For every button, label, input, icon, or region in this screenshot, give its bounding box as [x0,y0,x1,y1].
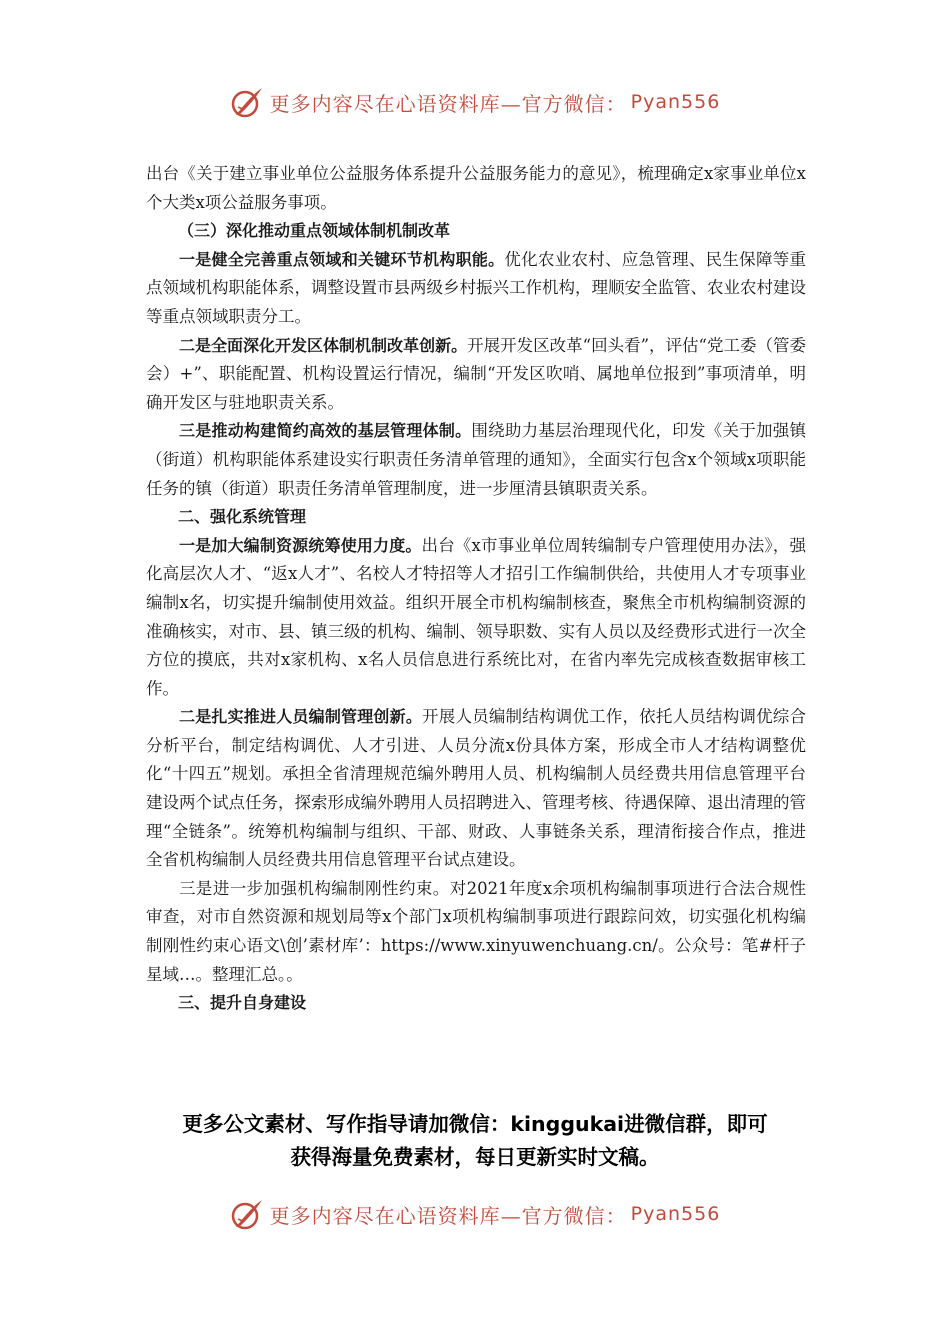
promo-line: 更多公文素材、写作指导请加微信：kinggukai进微信群，即可 [182,1112,768,1136]
paragraph-lead: 二是全面深化开发区体制机制改革创新。 [179,335,468,355]
paragraph [146,332,806,418]
header-wechat-id: Pyan556 [630,91,721,113]
paragraph-lead: 一是加大编制资源统筹使用力度。 [179,535,422,555]
section-heading: 二、强化系统管理 [178,507,307,527]
footer-banner [0,1194,950,1234]
paragraph-text: 开展人员编制结构调优工作，依托人员结构调优综合分析平台，制定结构调优、人才引进、人员分流x份具体方案，形成全市人才结构调整优化“十四五”规划。承担全省清理规范编外聘用人员、机构编制人员经费共用信息管理平台建设两个试点任务，探索形成编外聘用人员招聘进入、管理考核、待遇保障、退出清理的管理“全链条”。统筹机构编制与组织、干部、财政、人事链条关系，理清衔接合作点，推进全省机构编制人员经费共用信息管理平台试点建设。 [146,707,806,870]
header-banner [0,82,950,122]
promo-line: 获得海量免费素材，每日更新实时文稿。 [290,1145,660,1169]
section-heading: 三、提升自身建设 [178,993,307,1013]
paragraph-text: 出台《x市事业单位周转编制专户管理使用办法》，强化高层次人才、“返x人才”、名校人才特招等人才招引工作编制供给，共使用人才专项事业编制x名，切实提升编制使用效益。组织开展全市机构编制核查，聚焦全市机构编制资源的准确核实，对市、县、镇三级的机构、编制、领导职数、实有人员以及经费形式进行一次全方位的摸底，共对x家机构、x名人员信息进行系统比对，在省内率先完成核查数据审核工作。 [146,535,806,698]
promo-notice [0,1108,950,1174]
paragraph [146,532,806,704]
paragraph [146,703,806,875]
paragraph [146,417,806,503]
section-heading: （三）深化推动重点领域体制机制改革 [178,221,451,241]
paragraph-lead: 一是健全完善重点领域和关键环节机构职能。 [179,249,505,269]
paragraph-text: 开展开发区改革“回头看”，评估“党工委（管委会）+”、职能配置、机构设置运行情况，编制“开发区吹哨、属地单位报到”事项清单，明确开发区与驻地职责关系。 [146,335,806,412]
quill-logo-icon [230,85,264,119]
paragraph-text: 围绕助力基层治理现代化，印发《关于加强镇（街道）机构职能体系建设实行职责任务清单管理的通知》，全面实行包含x个领域x项职能任务的镇（街道）职责任务清单管理制度，进一步厘清县镇职责关系。 [146,421,806,498]
paragraph: 三是进一步加强机构编制刚性约束。对2021年度x余项机构编制事项进行合法合规性审查，对市自然资源和规划局等x个部门x项机构编制事项进行跟踪问效，切实强化机构编制刚性约束心语文\创’素材库’：https://www.xinyuwenchuang.cn/。公众号：笔#杆子星域…。整理汇总。。 [146,878,806,984]
paragraph-text: 优化农业农村、应急管理、民生保障等重点领域机构职能体系，调整设置市县两级乡村振兴工作机构，理顺安全监管、农业农村建设等重点领域职责分工。 [146,249,806,326]
header-banner-text: 更多内容尽在心语资料库—官方微信： [269,91,627,116]
paragraph: 出台《关于建立事业单位公益服务体系提升公益服务能力的意见》，梳理确定x家事业单位x个大类x项公益服务事项。 [146,164,806,212]
document-body [146,160,806,1018]
paragraph [146,246,806,332]
footer-wechat-id: Pyan556 [630,1203,721,1225]
paragraph-lead: 三是推动构建简约高效的基层管理体制。 [179,421,472,441]
paragraph-lead: 二是扎实推进人员编制管理创新。 [179,707,423,727]
quill-logo-icon [230,1197,264,1231]
footer-banner-text: 更多内容尽在心语资料库—官方微信： [269,1203,627,1228]
